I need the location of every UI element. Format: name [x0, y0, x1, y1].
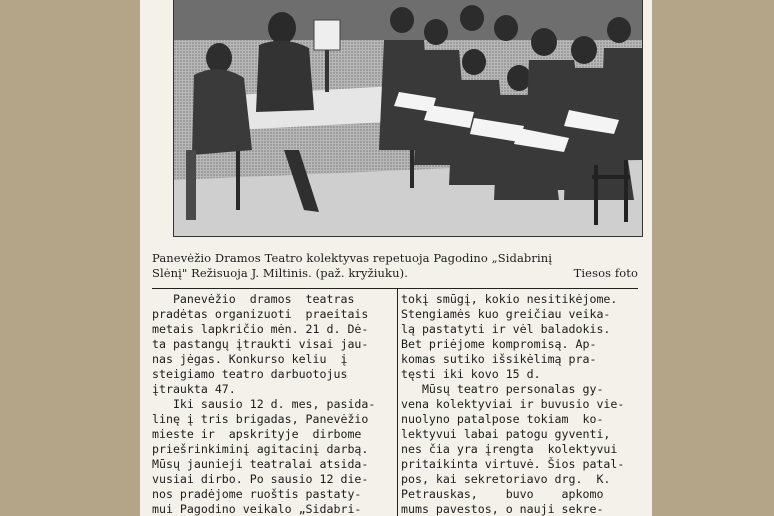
column-divider — [397, 288, 398, 516]
text-line: lą pastatyti ir vėl baladokis. — [401, 322, 611, 336]
text-line: tęsti iki kovo 15 d. — [401, 367, 541, 381]
article-column-left — [152, 292, 392, 516]
text-line: priešrinkiminį agitacinį darbą. — [152, 442, 369, 456]
text-line: Petrauskas, buvo apkomo — [401, 487, 604, 501]
text-line: Bet priėjome kompromisą. Ap- — [401, 337, 597, 351]
photo-caption — [152, 251, 638, 281]
text-line: steigiamo teatro darbuotojus — [152, 367, 348, 381]
text-line: komas sutiko išsikėlimą pra- — [401, 352, 597, 366]
column-top-rule — [152, 288, 638, 289]
newspaper-clipping — [140, 0, 652, 516]
text-line: metais lapkričio mėn. 21 d. Dė- — [152, 322, 369, 336]
text-line: pradėtas organizuoti praeitais — [152, 307, 369, 321]
text-line: nos pradėjome ruoštis pastaty- — [152, 487, 362, 501]
text-line: ta pastangų įtraukti visai jau- — [152, 337, 369, 351]
text-line: lektyvui labai patogu gyventi, — [401, 427, 611, 441]
text-line: Mūsų jaunieji teatralai atsida- — [152, 457, 369, 471]
text-line: pos, kai sekretoriavo drg. K. — [401, 472, 611, 486]
text-line: nuolyno patalpose tokiam ko- — [401, 412, 604, 426]
caption-line-2: Slėnį" Režisuoja J. Miltinis. (paž. kryžiuku). — [152, 266, 408, 280]
text-line: vusiai dirbo. Po sausio 12 die- — [152, 472, 369, 486]
text-line: Mūsų teatro personalas gy- — [401, 382, 604, 396]
text-line: tokį smūgį, kokio nesitikėjome. — [401, 292, 618, 306]
text-line: Panevėžio dramos teatras — [152, 292, 355, 306]
text-line: vena kolektyviai ir buvusio vie- — [401, 397, 625, 411]
text-line: nes čia yra įrengta kolektyvui — [401, 442, 618, 456]
photo-credit: Tiesos foto — [573, 266, 638, 280]
rehearsal-photo-image — [174, 0, 642, 236]
text-line: linę į tris brigadas, Panevėžio — [152, 412, 369, 426]
text-line: nas jėgas. Konkurso keliu į — [152, 352, 348, 366]
text-line: įtraukta 47. — [152, 382, 236, 396]
text-line: pritaikinta virtuvė. Šios patal- — [401, 457, 625, 471]
caption-line-1: Panevėžio Dramos Teatro kolektyvas repetuoja Pagodino „Sidabrinį — [152, 251, 553, 265]
text-line: mui Pagodino veikalo „Sidabri- — [152, 502, 362, 516]
text-line: Iki sausio 12 d. mes, pasida- — [152, 397, 376, 411]
rehearsal-photo — [173, 0, 643, 237]
text-line: Stengiamės kuo greičiau veika- — [401, 307, 611, 321]
text-line: mieste ir apskrityje dirbome — [152, 427, 362, 441]
text-line: mums pavestos, o nauji sekre- — [401, 502, 604, 516]
article-column-right — [401, 292, 645, 516]
